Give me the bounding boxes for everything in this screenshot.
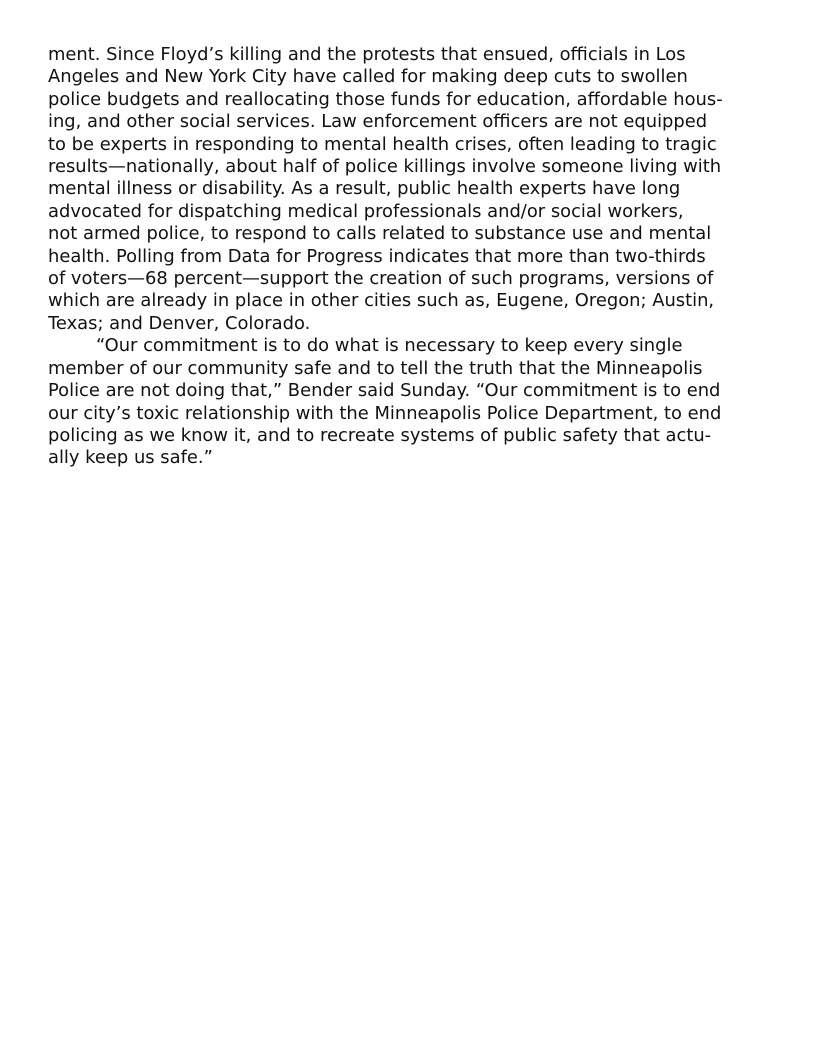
text-line: of voters—68 percent—support the creation of such programs, versions of bbox=[48, 268, 714, 290]
text-line: Police are not doing that,” Bender said Sunday. “Our commitment is to end bbox=[48, 380, 721, 402]
text-line: to be experts in responding to mental health crises, often leading to tragic bbox=[48, 133, 717, 155]
text-line: Angeles and New York City have called for making deep cuts to swollen bbox=[48, 66, 688, 88]
document-page bbox=[48, 44, 772, 470]
paragraph-2 bbox=[48, 335, 772, 469]
text-line: mental illness or disability. As a result, public health experts have long bbox=[48, 178, 681, 200]
text-line: not armed police, to respond to calls related to substance use and mental bbox=[48, 223, 712, 245]
text-line: “Our commitment is to do what is necessary to keep every single bbox=[96, 335, 683, 357]
text-line: ing, and other social services. Law enforcement officers are not equipped bbox=[48, 111, 708, 133]
text-line: our city’s toxic relationship with the Minneapolis Police Department, to end bbox=[48, 402, 722, 424]
text-line: member of our community safe and to tell the truth that the Minneapolis bbox=[48, 357, 703, 379]
paragraph-1 bbox=[48, 44, 772, 335]
text-line: police budgets and reallocating those funds for education, affordable hous- bbox=[48, 88, 723, 110]
text-line: policing as we know it, and to recreate systems of public safety that actu- bbox=[48, 424, 712, 446]
text-line: which are already in place in other cities such as, Eugene, Oregon; Austin, bbox=[48, 290, 715, 312]
text-line: ally keep us safe.” bbox=[48, 447, 213, 469]
text-line: health. Polling from Data for Progress indicates that more than two-thirds bbox=[48, 245, 706, 267]
text-line: Texas; and Denver, Colorado. bbox=[48, 312, 311, 334]
text-line: advocated for dispatching medical professionals and/or social workers, bbox=[48, 200, 684, 222]
text-line: ment. Since Floyd’s killing and the protests that ensued, officials in Los bbox=[48, 44, 686, 65]
text-line: results—nationally, about half of police killings involve someone living with bbox=[48, 156, 722, 178]
